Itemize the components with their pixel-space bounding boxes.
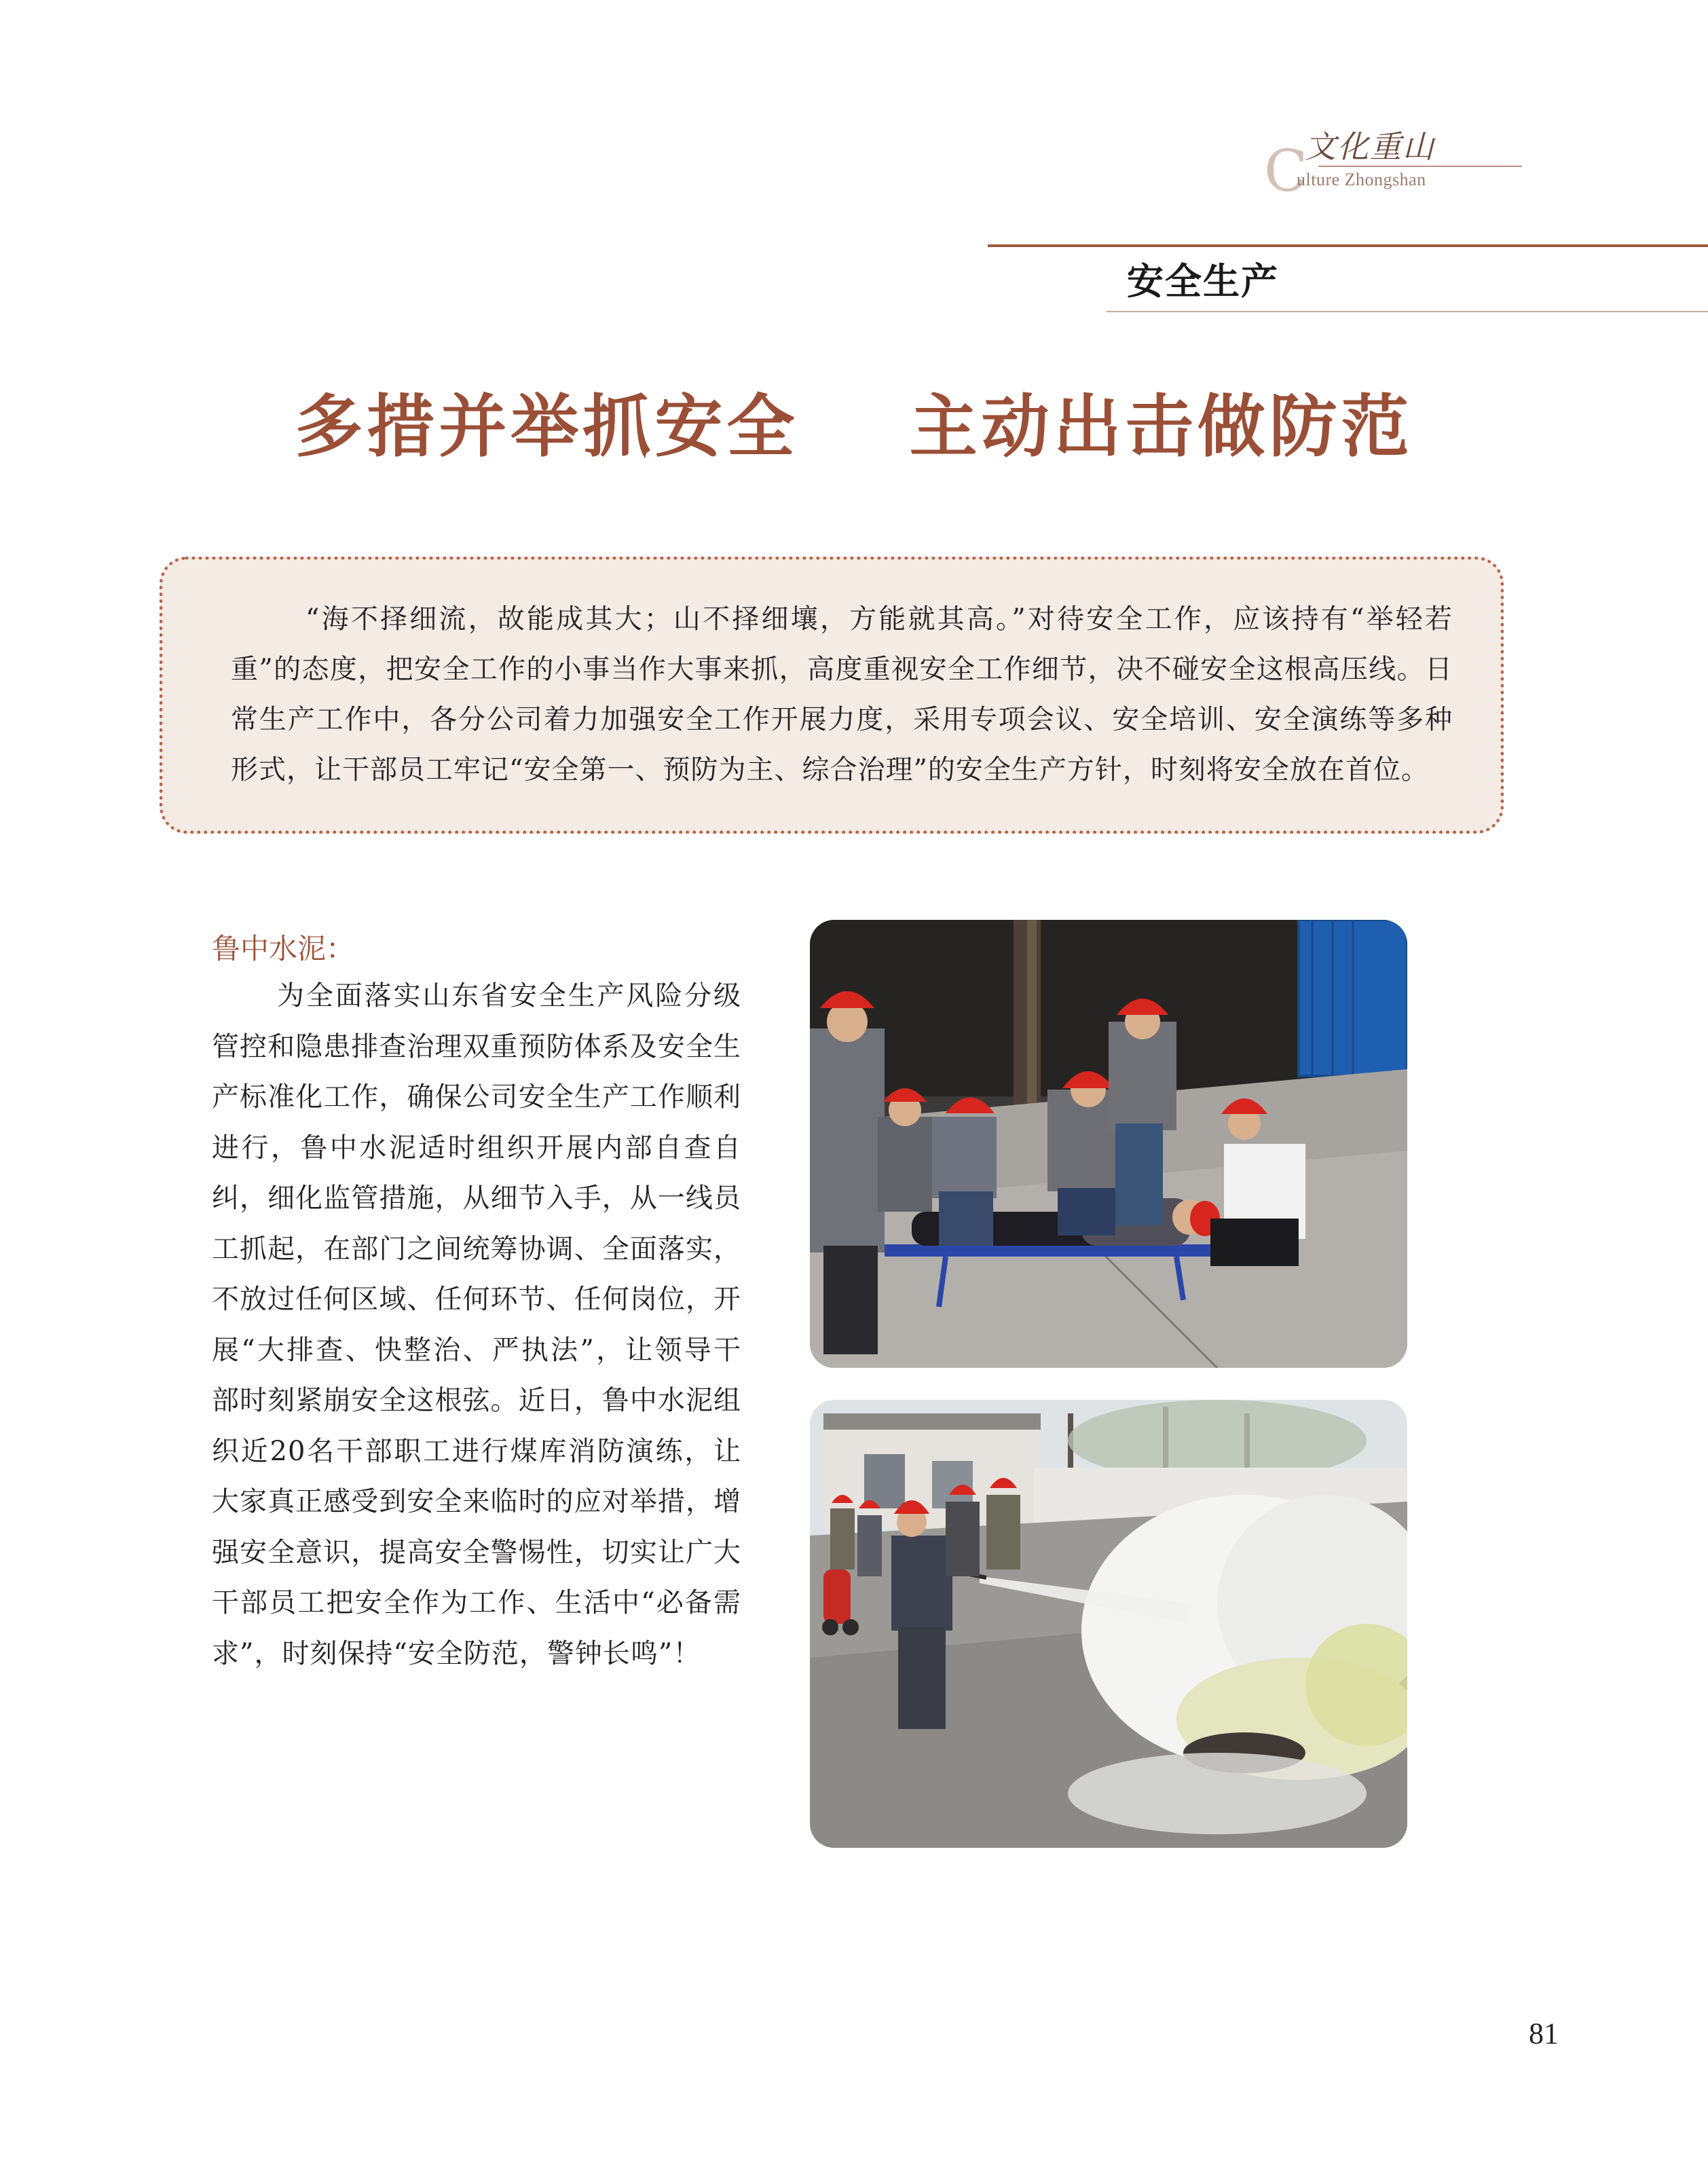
intro-text: “海不择细流，故能成其大；山不择细壤，方能就其高。”对待安全工作，应该持有“举轻若重”的态度，把安全工作的小事当作大事来抓，高度重视安全工作细节，决不碰安全这根高压线。日常生产工作中，各分公司着力加强安全工作开展力度，采用专项会议、安全培训、安全演练等多种形式，让干部员工牢记“安全第一、预防为主、综合治理”的安全生产方针，时刻将安全放在首位。: [231, 603, 1453, 785]
page-number: 81: [1529, 2017, 1559, 2050]
article-title: 多措并举抓安全 主动出击做防范: [295, 386, 1413, 466]
logo-subtitle: ulture Zhongshan: [1297, 170, 1426, 189]
section-label: 安全生产: [1127, 260, 1279, 303]
logo-rule: [1318, 166, 1522, 167]
section-bottom-rule: [1107, 311, 1708, 312]
fire-drill-photo: [810, 1400, 1407, 1848]
logo-letter: C: [1264, 138, 1308, 204]
intro-box: [160, 557, 1504, 834]
logo-title: 文化重山: [1305, 128, 1435, 165]
stretcher-drill-photo: [810, 920, 1407, 1368]
magazine-logo: [1264, 122, 1522, 204]
section-top-rule: [988, 244, 1708, 247]
article-body: 为全面落实山东省安全生产风险分级管控和隐患排查治理双重预防体系及安全生产标准化工作，确保公司安全生产工作顺利进行，鲁中水泥适时组织开展内部自查自纠，细化监管措施，从细节入手，从一线员工抓起，在部门之间统筹协调、全面落实，不放过任何区域、任何环节、任何岗位，开展“大排查、快整治、严执法”，让领导干部时刻紧崩安全这根弦。近日，鲁中水泥组织近20名干部职工进行煤库消防演练，让大家真正感受到安全来临时的应对举措，增强安全意识，提高安全警惕性，切实让广大干部员工把安全作为工作、生活中“必备需求”，时刻保持“安全防范，警钟长鸣”！: [212, 980, 741, 1669]
company-label: 鲁中水泥：: [212, 932, 355, 965]
